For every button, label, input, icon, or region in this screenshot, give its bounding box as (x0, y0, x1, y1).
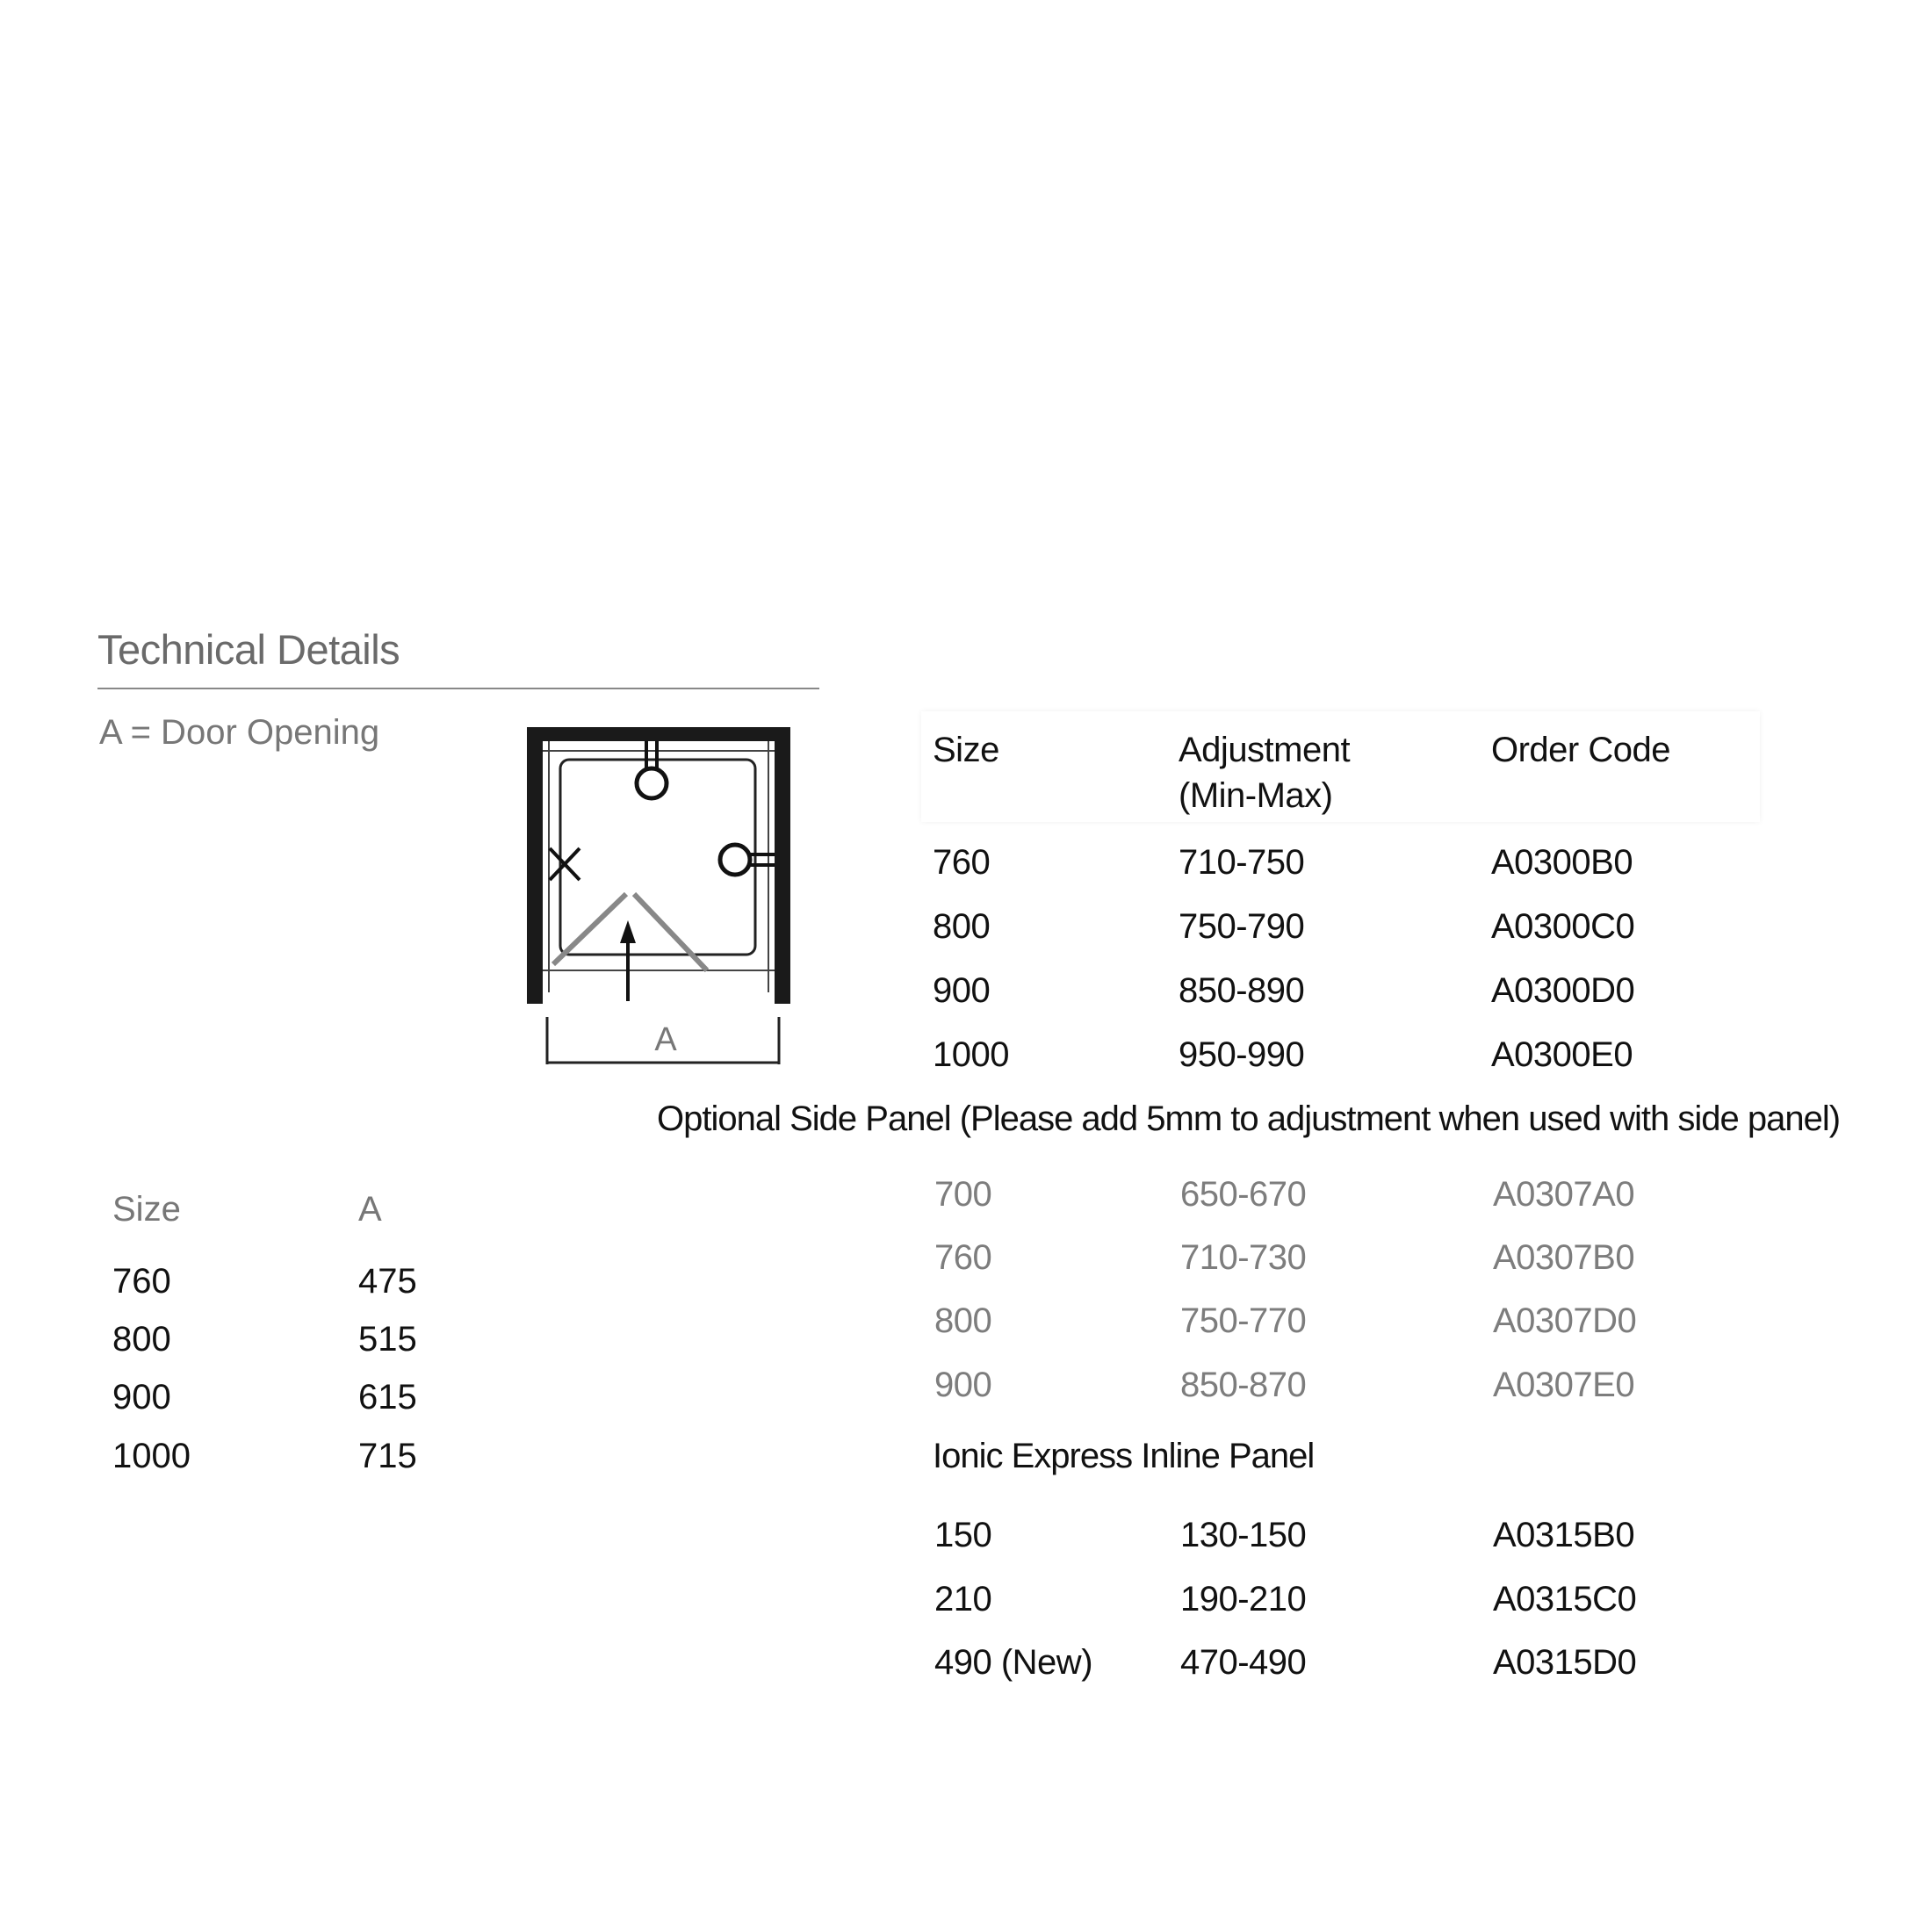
side-panel-row-adjustment: 710-730 (1180, 1238, 1307, 1277)
left-table-size: 900 (112, 1378, 171, 1417)
left-table-a: 715 (358, 1437, 417, 1475)
table-row-order-code: A0300D0 (1491, 971, 1635, 1010)
side-panel-row-adjustment: 750-770 (1180, 1301, 1307, 1340)
inline-panel-row-adjustment: 190-210 (1180, 1580, 1307, 1618)
table-row-order-code: A0300E0 (1491, 1035, 1633, 1074)
side-panel-row-adjustment: 650-670 (1180, 1175, 1307, 1214)
right-table-header-adjustment: Adjustment (1179, 731, 1351, 769)
side-panel-row-order-code: A0307B0 (1493, 1238, 1635, 1277)
left-table-size: 800 (112, 1320, 171, 1359)
side-panel-row-order-code: A0307E0 (1493, 1366, 1635, 1404)
left-table-header-a: A (358, 1190, 382, 1229)
enclosure-wall-top (527, 727, 790, 741)
table-row-size: 900 (933, 971, 991, 1010)
table-row-adjustment: 950-990 (1179, 1035, 1305, 1074)
side-panel-row-order-code: A0307A0 (1493, 1175, 1635, 1214)
left-table-a: 515 (358, 1320, 417, 1359)
table-row-adjustment: 750-790 (1179, 907, 1305, 946)
side-panel-row-order-code: A0307D0 (1493, 1301, 1637, 1340)
inline-panel-row-size: 210 (934, 1580, 992, 1618)
side-panel-note: Optional Side Panel (Please add 5mm to adjustment when used with side panel) (657, 1099, 1841, 1138)
inline-panel-row-adjustment: 130-150 (1180, 1516, 1307, 1554)
left-table-a: 615 (358, 1378, 417, 1417)
entry-arrow-icon (620, 920, 636, 1001)
door-panel-right (634, 894, 707, 970)
left-table-header-size: Size (112, 1190, 181, 1229)
enclosure-wall-left (527, 727, 543, 1004)
left-table-size: 1000 (112, 1437, 191, 1475)
door-opening-legend: A = Door Opening (99, 713, 380, 752)
side-panel-row-size: 760 (934, 1238, 992, 1277)
inline-panel-row-adjustment: 470-490 (1180, 1643, 1307, 1682)
table-row-order-code: A0300B0 (1491, 843, 1633, 882)
inline-panel-row-order-code: A0315B0 (1493, 1516, 1635, 1554)
title-divider (97, 688, 819, 689)
inline-panel-row-order-code: A0315D0 (1493, 1643, 1637, 1682)
shower-enclosure-diagram (518, 720, 799, 1071)
inline-panel-title: Ionic Express Inline Panel (933, 1437, 1315, 1475)
shower-valve-right-icon (720, 845, 775, 875)
inline-panel-row-size: 150 (934, 1516, 992, 1554)
table-row-size: 800 (933, 907, 991, 946)
dimension-a-label: A (654, 1021, 677, 1058)
inline-panel-row-size: 490 (New) (934, 1643, 1093, 1682)
left-table-a: 475 (358, 1262, 417, 1301)
table-row-size: 1000 (933, 1035, 1009, 1074)
right-table-header-order-code: Order Code (1491, 731, 1670, 769)
table-row-order-code: A0300C0 (1491, 907, 1635, 946)
section-title: Technical Details (97, 626, 400, 673)
table-row-adjustment: 710-750 (1179, 843, 1305, 882)
side-panel-row-adjustment: 850-870 (1180, 1366, 1307, 1404)
shower-valve-top-icon (637, 741, 667, 798)
enclosure-wall-right (775, 727, 790, 1004)
side-panel-row-size: 900 (934, 1366, 992, 1404)
left-table-size: 760 (112, 1262, 171, 1301)
side-panel-row-size: 800 (934, 1301, 992, 1340)
cross-marker-icon (550, 848, 580, 880)
side-panel-row-size: 700 (934, 1175, 992, 1214)
inline-panel-row-order-code: A0315C0 (1493, 1580, 1637, 1618)
table-row-adjustment: 850-890 (1179, 971, 1305, 1010)
table-row-size: 760 (933, 843, 991, 882)
right-table-header-adjustment-range: (Min-Max) (1179, 776, 1333, 815)
right-table-header-size: Size (933, 731, 999, 769)
